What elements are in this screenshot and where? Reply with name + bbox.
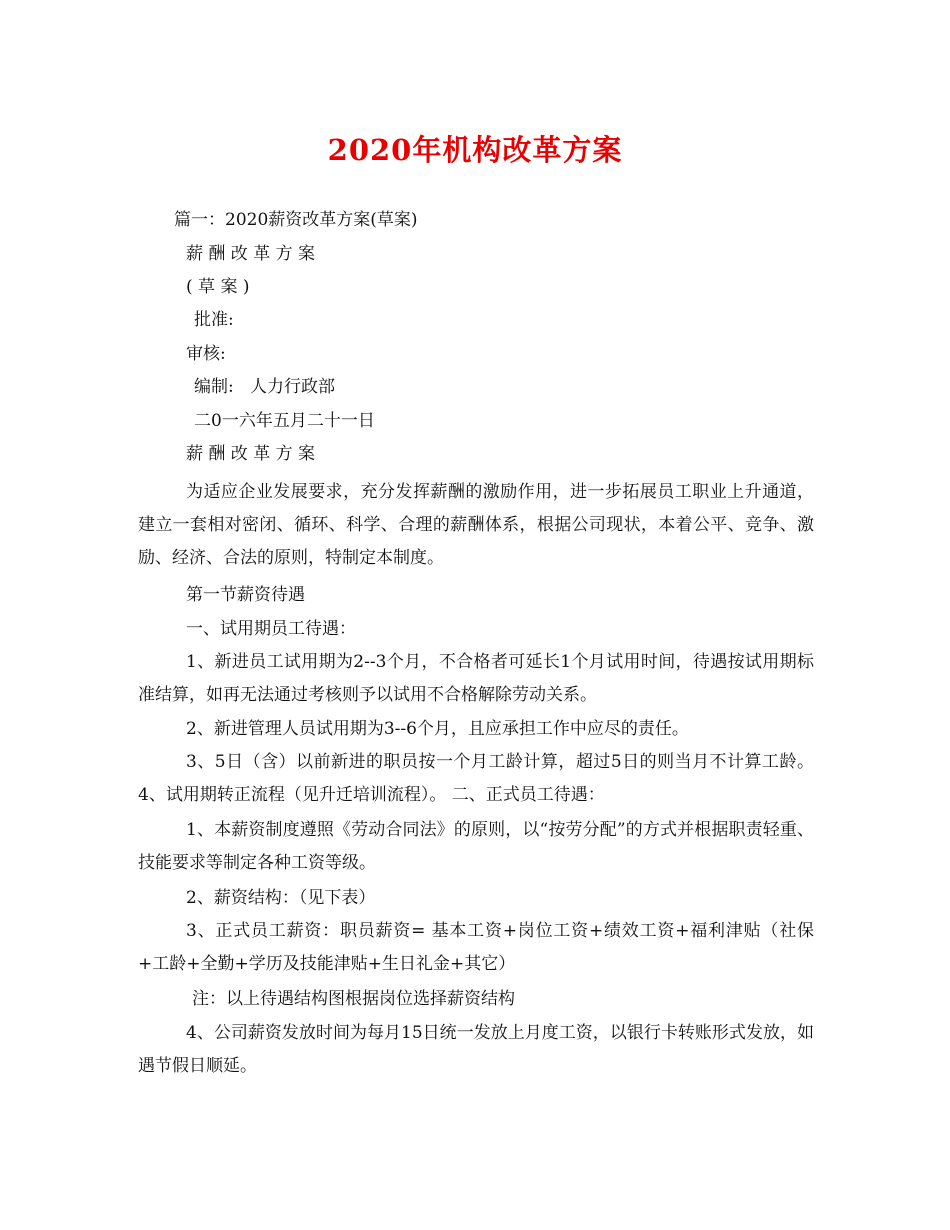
document-title: 2020年机构改革方案 <box>327 133 623 167</box>
clause-3: 3、5日（含）以前新进的职员按一个月工龄计算，超过5日的则当月不计算工龄。 4、试用期转正流程（见升迁培训流程）。 二、正式员工待遇： <box>138 752 814 805</box>
plan-name: 薪 酬 改 革 方 案 <box>186 244 316 264</box>
note-line: 注：以上待遇结构图根据岗位选择薪资结构 <box>192 989 515 1009</box>
regular-clause-3: 3、正式员工薪资：职员薪资= 基本工资+岗位工资+绩效工资+福利津贴（社保+工龄+全勤+学历及技能津贴+生日礼金+其它） <box>138 921 814 974</box>
plan-name-repeat: 薪 酬 改 革 方 案 <box>186 444 316 464</box>
approval-line: 批准: <box>194 310 234 330</box>
probation-heading: 一、试用期员工待遇： <box>186 619 356 639</box>
section-heading: 第一节薪资待遇 <box>186 585 305 605</box>
compiled-by-line: 编制: 人力行政部 <box>194 377 335 397</box>
draft-label: ( 草 案 ) <box>186 277 250 297</box>
intro-paragraph: 为适应企业发展要求，充分发挥薪酬的激励作用，进一步拓展员工职业上升通道，建立一套相对密闭、循环、科学、合理的薪酬体系，根据公司现状，本着公平、竞争、激励、经济、合法的原则，特制定本制度。 <box>138 482 814 568</box>
chapter-heading: 篇一：2020薪资改革方案(草案) <box>174 210 418 230</box>
clause-1: 1、新进员工试用期为2--3个月，不合格者可延长1个月试用时间，待遇按试用期标准结算，如再无法通过考核则予以试用不合格解除劳动关系。 <box>138 652 814 705</box>
review-line: 审核: <box>186 344 226 364</box>
regular-clause-1: 1、本薪资制度遵照《劳动合同法》的原则，以“按劳分配”的方式并根据职责轻重、技能要求等制定各种工资等级。 <box>138 820 814 873</box>
regular-clause-2: 2、薪资结构：（见下表） <box>186 888 376 908</box>
regular-clause-4: 4、公司薪资发放时间为每月15日统一发放上月度工资，以银行卡转账形式发放，如遇节假日顺延。 <box>138 1023 814 1076</box>
date-line: 二0一六年五月二十一日 <box>194 411 375 431</box>
clause-2: 2、新进管理人员试用期为3--6个月，且应承担工作中应尽的责任。 <box>186 719 689 739</box>
